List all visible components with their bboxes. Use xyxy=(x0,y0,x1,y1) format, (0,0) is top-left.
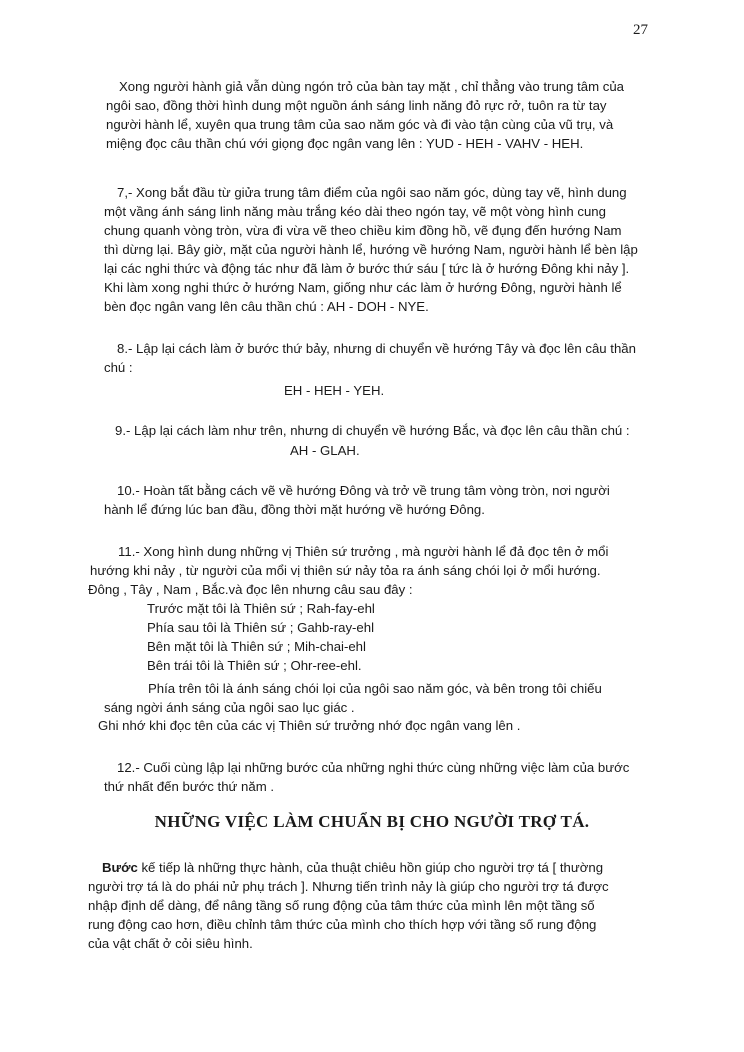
text-line: nhập định dể dàng, để nâng tầng số rung động của tâm thức của mình lên một tầng số xyxy=(88,898,595,913)
text-line: 8.- Lập lại cách làm ở bước thứ bảy, nhưng di chuyển về hướng Tây và đọc lên câu thần xyxy=(117,341,636,356)
archangel-line: Bên trái tôi là Thiên sứ ; Ohr-ree-ehl. xyxy=(147,658,362,673)
text-line: 10.- Hoàn tất bằng cách vẽ về hướng Đông và trở về trung tâm vòng tròn, nơi người xyxy=(117,483,610,498)
text-line: thứ nhất đến bước thứ năm . xyxy=(104,779,275,794)
section-heading: NHỮNG VIỆC LÀM CHUẨN BỊ CHO NGƯỜI TRỢ TÁ. xyxy=(154,812,590,831)
text-line xyxy=(88,858,609,877)
text-line: của vật chất ở cỏi siêu hình. xyxy=(88,936,253,951)
paragraph-step-11-note: Ghi nhớ khi đọc tên của các vị Thiên sứ trưởng nhớ đọc ngân vang lên . xyxy=(98,718,521,733)
text-line: 12.- Cuối cùng lập lại những bước của những nghi thức cùng những việc làm của bước xyxy=(117,760,630,775)
text-line: sáng ngời ánh sáng của ngôi sao lục giác . xyxy=(104,700,355,715)
text-line: ngôi sao, đồng thời hình dung một nguồn ánh sáng linh năng đỏ rực rở, tuôn ra từ tay xyxy=(106,98,607,113)
archangel-line: Trước mặt tôi là Thiên sứ ; Rah-fay-ehl xyxy=(147,601,375,616)
first-line-rest: kế tiếp là những thực hành, của thuật chiêu hồn giúp cho người trợ tá [ thường xyxy=(137,860,604,875)
text-line: 7,- Xong bắt đầu từ giửa trung tâm điểm của ngôi sao năm góc, dùng tay vẽ, hình dung xyxy=(117,185,627,200)
text-line: 11.- Xong hình dung những vị Thiên sứ trưởng , mà người hành lể đả đọc tên ở mổi xyxy=(118,544,609,559)
archangel-line: Phía sau tôi là Thiên sứ ; Gahb-ray-ehl xyxy=(147,620,375,635)
text-line: rung động cao hơn, điều chỉnh tâm thức của mình cho thích hợp với tầng số rung động xyxy=(88,917,597,932)
paragraph-step-7 xyxy=(104,183,638,316)
text-line: chú : xyxy=(104,360,133,375)
chant-step-8: EH - HEH - YEH. xyxy=(284,383,385,398)
text-line: người trợ tá là do phái nử phụ trách ]. Nhưng tiến trình nảy là giúp cho người trợ tá được xyxy=(88,879,609,894)
paragraph-preparation xyxy=(88,858,609,953)
text-line: hướng khi nảy , từ người của mổi vị thiên sứ nảy tỏa ra ánh sáng chói lọi ở mổi hướng. xyxy=(90,563,601,578)
first-word: Bước xyxy=(102,860,138,875)
text-line: bèn đọc ngân vang lên câu thần chú : AH - DOH - NYE. xyxy=(104,299,429,314)
text-line: Đông , Tây , Nam , Bắc.và đọc lên nhưng câu sau đây : xyxy=(88,582,413,597)
paragraph-step-10 xyxy=(104,481,610,519)
text-line: chung quanh vòng tròn, vừa đi vừa vẽ theo chiều kim đồng hồ, vẽ đụng đến hướng Nam xyxy=(104,223,622,238)
text-line: một vầng ánh sáng linh năng màu trắng kéo dài theo ngón tay, vẽ một vòng hình cung xyxy=(104,204,606,219)
text-line: Phía trên tôi là ánh sáng chói lọi của ngôi sao năm góc, và bên trong tôi chiếu xyxy=(148,681,602,696)
page-number: 27 xyxy=(633,22,648,38)
paragraph-step-8 xyxy=(104,339,636,377)
text-line: miệng đọc câu thần chú với giọng đọc ngân vang lên : YUD - HEH - VAHV - HEH. xyxy=(106,136,584,151)
text-line: Khi làm xong nghi thức ở hướng Nam, giống như các làm ở hướng Đông, người hành lể xyxy=(104,280,622,295)
paragraph-step-9: 9.- Lập lại cách làm như trên, nhưng di chuyển về hướng Bắc, và đọc lên câu thần chú : xyxy=(115,423,630,438)
archangel-list xyxy=(147,599,375,675)
text-line: hành lể đứng lúc ban đầu, đồng thời mặt hướng về hướng Đông. xyxy=(104,502,485,517)
paragraph-step-12 xyxy=(104,758,629,796)
text-line: lại các nghi thức và động tác như đã làm ở bước thứ sáu [ tức là ở hướng Đông khi nảy ]. xyxy=(104,261,630,276)
text-line: Xong người hành giả vẫn dùng ngón trỏ của bàn tay mặt , chỉ thẳng vào trung tâm của xyxy=(119,79,625,94)
text-line: thì dừng lại. Bây giờ, mặt của người hành lể, hướng về hướng Nam, người hành lể bèn lập xyxy=(104,242,638,257)
text-line: người hành lể, xuyên qua trung tâm của sao năm góc và đi vào tận cùng của vũ trụ, và xyxy=(106,117,614,132)
paragraph-step-11 xyxy=(88,542,608,599)
chant-step-9: AH - GLAH. xyxy=(290,443,360,458)
archangel-line: Bên mặt tôi là Thiên sứ ; Mih-chai-ehl xyxy=(147,639,366,654)
paragraph-step-6 xyxy=(106,77,624,153)
paragraph-step-11-after xyxy=(104,679,602,717)
